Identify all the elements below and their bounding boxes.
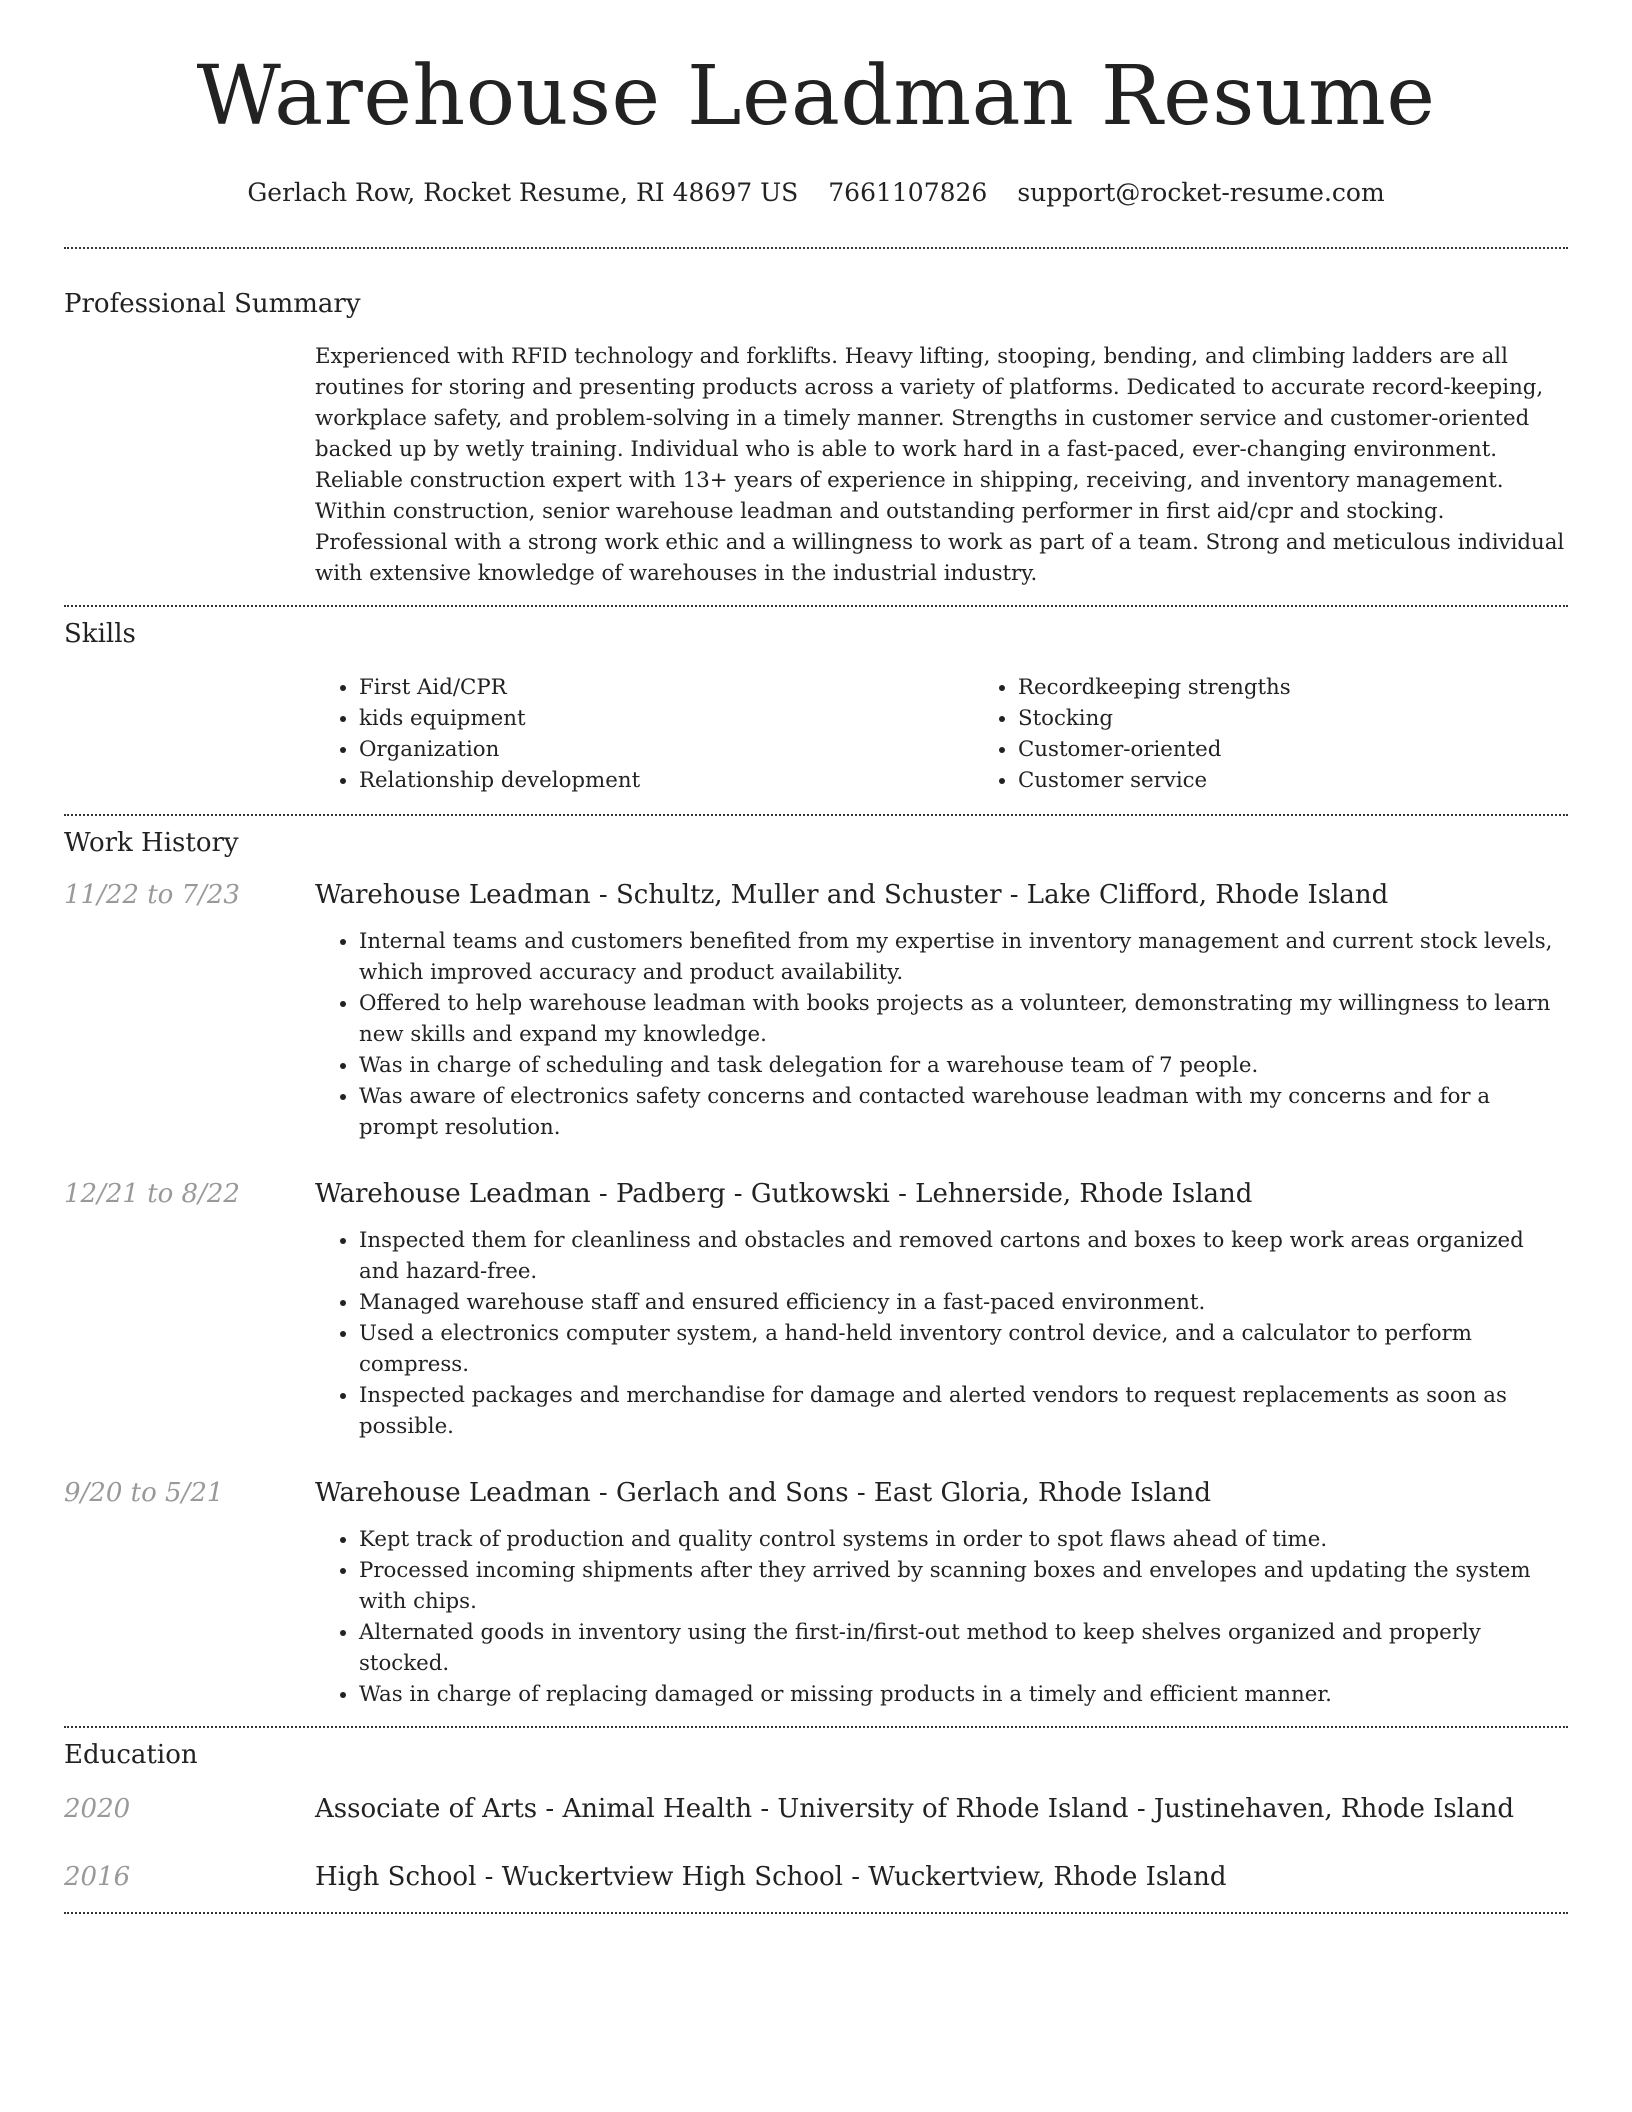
job-employer: - Padberg - Gutkowski - Lehnerside, Rhode Island xyxy=(590,1179,1253,1210)
job-bullet: • Managed warehouse staff and ensured efficiency in a fast-paced environment. xyxy=(359,1287,1568,1318)
contact-email[interactable]: support@rocket-resume.com xyxy=(1017,178,1385,208)
job-bullet: • Used a electronics computer system, a hand-held inventory control device, and a calculator to perform compress. xyxy=(359,1318,1568,1380)
job-bullets xyxy=(315,1225,1568,1442)
education-year: 2016 xyxy=(64,1862,131,1893)
job-bullet: • Kept track of production and quality control systems in order to spot flaws ahead of time. xyxy=(359,1524,1568,1555)
job-bullets xyxy=(315,926,1568,1143)
job-title: Warehouse Leadman xyxy=(315,1179,591,1210)
job-heading xyxy=(315,1177,1568,1211)
education-year: 2020 xyxy=(64,1794,131,1825)
skill-item: • Organization xyxy=(359,734,974,765)
job-bullet: • Inspected them for cleanliness and obstacles and removed cartons and boxes to keep work areas organized and hazard-free. xyxy=(359,1225,1568,1287)
skill-item: • Relationship development xyxy=(359,765,974,796)
education-heading xyxy=(315,1792,1568,1826)
job-bullets xyxy=(315,1524,1568,1710)
job-employer: - Schultz, Muller and Schuster - Lake Clifford, Rhode Island xyxy=(590,880,1389,911)
contact-address: Gerlach Row, Rocket Resume, RI 48697 US xyxy=(247,178,799,208)
divider xyxy=(64,605,1568,607)
education-school: - University of Rhode Island - Justinehaven, Rhode Island xyxy=(752,1794,1514,1825)
section-title-education: Education xyxy=(64,1740,198,1771)
education-entry xyxy=(64,1792,1568,1826)
education-heading xyxy=(315,1860,1568,1894)
job-dates: 12/21 to 8/22 xyxy=(64,1179,240,1210)
divider xyxy=(64,814,1568,816)
summary-text: Experienced with RFID technology and forklifts. Heavy lifting, stooping, bending, and climbing ladders are all routines for storing and presenting products across a variety of platforms. Dedicated to accurate record-keeping, workplace safety, and problem-solving in a timely manner. Strengths in customer service and customer-oriented backed up by wetly training. Individual who is able to work hard in a fast-paced, ever-changing environment. Reliable construction expert with 13+ years of experience in shipping, receiving, and inventory management. Within construction, senior warehouse leadman and outstanding performer in first aid/cpr and stocking. Professional with a strong work ethic and a willingness to work as part of a team. Strong and meticulous individual with extensive knowledge of warehouses in the industrial industry. xyxy=(315,344,1565,587)
divider xyxy=(64,247,1568,249)
divider xyxy=(64,1726,1568,1728)
skill-item: • kids equipment xyxy=(359,703,974,734)
job-employer: - Gerlach and Sons - East Gloria, Rhode Island xyxy=(590,1478,1212,1509)
job-entry xyxy=(64,1476,1568,1710)
divider xyxy=(64,1912,1568,1914)
summary-row xyxy=(64,341,1568,589)
job-title: Warehouse Leadman xyxy=(315,880,591,911)
education-degree: High School xyxy=(315,1862,477,1893)
section-title-skills: Skills xyxy=(64,619,136,650)
job-heading xyxy=(315,878,1568,912)
skills-row xyxy=(64,672,1568,796)
contact-line xyxy=(64,178,1568,207)
skills-list-col1 xyxy=(315,672,974,796)
section-title-work: Work History xyxy=(64,828,239,859)
job-bullet: • Processed incoming shipments after they arrived by scanning boxes and envelopes and updating the system with chips. xyxy=(359,1555,1568,1617)
skills-list-col2 xyxy=(974,672,1632,796)
education-entry xyxy=(64,1860,1568,1894)
contact-phone: 7661107826 xyxy=(828,178,988,208)
job-title: Warehouse Leadman xyxy=(315,1478,591,1509)
skill-item: • Customer-oriented xyxy=(1018,734,1632,765)
job-bullet: • Internal teams and customers benefited from my expertise in inventory management and current stock levels, which improved accuracy and product availability. xyxy=(359,926,1568,988)
job-bullet: • Alternated goods in inventory using the first-in/first-out method to keep shelves organized and properly stocked. xyxy=(359,1617,1568,1679)
job-entry xyxy=(64,878,1568,1143)
job-bullet: • Was in charge of replacing damaged or missing products in a timely and efficient manner. xyxy=(359,1679,1568,1710)
education-school: - Wuckertview High School - Wuckertview, Rhode Island xyxy=(476,1862,1227,1893)
job-dates: 11/22 to 7/23 xyxy=(64,880,240,911)
skill-item: • First Aid/CPR xyxy=(359,672,974,703)
job-entry xyxy=(64,1177,1568,1442)
skill-item: • Customer service xyxy=(1018,765,1632,796)
job-bullet: • Was aware of electronics safety concerns and contacted warehouse leadman with my concerns and for a prompt resolution. xyxy=(359,1081,1568,1143)
job-bullet: • Was in charge of scheduling and task delegation for a warehouse team of 7 people. xyxy=(359,1050,1568,1081)
resume-title: Warehouse Leadman Resume xyxy=(196,49,1436,144)
skill-item: • Stocking xyxy=(1018,703,1632,734)
job-dates: 9/20 to 5/21 xyxy=(64,1478,224,1509)
job-bullet: • Offered to help warehouse leadman with books projects as a volunteer, demonstrating my willingness to learn new skills and expand my knowledge. xyxy=(359,988,1568,1050)
skill-item: • Recordkeeping strengths xyxy=(1018,672,1632,703)
section-title-summary: Professional Summary xyxy=(64,289,361,320)
job-heading xyxy=(315,1476,1568,1510)
job-bullet: • Inspected packages and merchandise for damage and alerted vendors to request replacements as soon as possible. xyxy=(359,1380,1568,1442)
education-degree: Associate of Arts - Animal Health xyxy=(315,1794,753,1825)
